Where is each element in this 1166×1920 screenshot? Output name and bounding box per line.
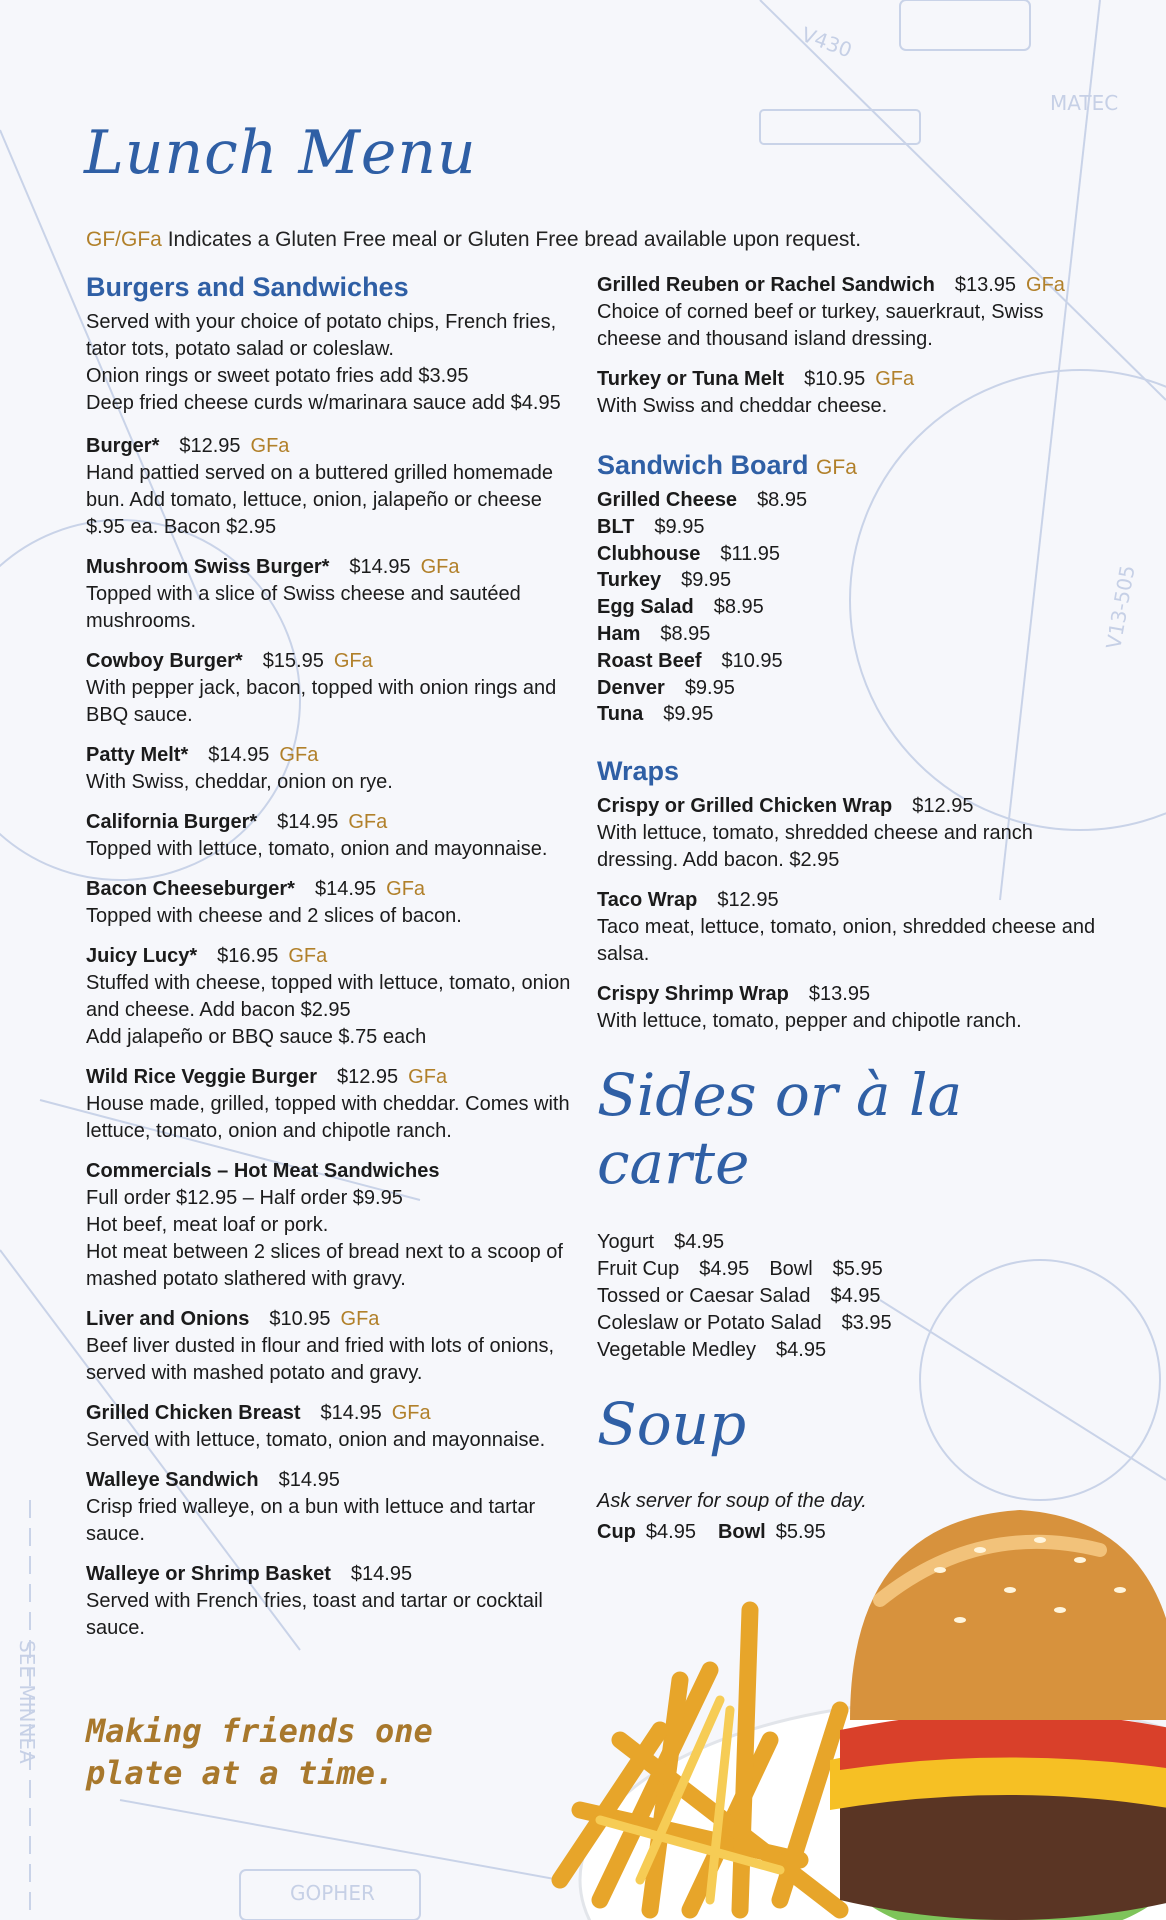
board-row — [597, 487, 1097, 514]
menu-title: Lunch Menu — [84, 118, 477, 188]
item-price: $13.95 — [808, 983, 871, 1006]
item-price: $14.95 — [208, 744, 270, 766]
board-item-name: Clubhouse — [597, 542, 701, 565]
svg-text:SEE MINNEA: SEE MINNEA — [15, 1640, 39, 1764]
item-description: Full order $12.95 – Half order $9.95 — [86, 1187, 403, 1209]
menu-item — [86, 1561, 576, 1642]
board-row — [597, 514, 1097, 541]
item-name: Burger* — [86, 435, 160, 457]
gf-note-text: Indicates a Gluten Free meal or Gluten Free bread available upon request. — [167, 228, 862, 251]
item-name: Patty Melt* — [86, 744, 189, 766]
side-row — [597, 1310, 1097, 1337]
sandwich-board-list — [597, 487, 1097, 728]
side-row — [597, 1229, 1097, 1256]
menu-item — [86, 1064, 576, 1145]
item-name: Commercials – Hot Meat Sandwiches — [86, 1160, 440, 1182]
right-column — [597, 272, 1097, 1544]
side-name: Coleslaw or Potato Salad — [597, 1312, 822, 1335]
svg-text:V430: V430 — [798, 22, 856, 63]
board-item-name: Egg Salad — [597, 596, 694, 619]
board-row — [597, 621, 1097, 648]
board-row — [597, 648, 1097, 675]
wraps-heading: Wraps — [597, 756, 680, 787]
sandwich-board-gf-tag: GFa — [816, 456, 857, 479]
side-price: $3.95 — [841, 1312, 892, 1335]
item-price: $13.95 — [954, 274, 1017, 296]
item-description: Hand pattied served on a buttered grilled homemade bun. Add tomato, lettuce, onion, jalapeño or cheese $.95 ea. Bacon $2.95 — [86, 462, 553, 538]
side-price: $4.95 — [776, 1339, 827, 1362]
side-row — [597, 1256, 1097, 1283]
item-name: Crispy Shrimp Wrap — [597, 983, 789, 1006]
soup-cup-price: $4.95 — [645, 1521, 696, 1544]
item-price: $14.95 — [350, 1563, 413, 1585]
side-name: Tossed or Caesar Salad — [597, 1285, 811, 1308]
item-description: With Swiss and cheddar cheese. — [597, 395, 888, 417]
gf-code: GF/GFa — [86, 228, 162, 251]
board-item-price: $8.95 — [757, 489, 808, 511]
side-price: $4.95 — [699, 1258, 750, 1281]
item-description: Topped with cheese and 2 slices of bacon. — [86, 905, 462, 927]
sides-list — [597, 1229, 1097, 1364]
soup-bowl-label: Bowl — [717, 1521, 766, 1544]
menu-item — [86, 1467, 576, 1548]
menu-item — [86, 876, 576, 930]
board-item-price: $10.95 — [721, 649, 783, 672]
item-gf-tag: GFa — [348, 811, 388, 833]
item-name: Grilled Chicken Breast — [86, 1402, 301, 1424]
board-item-price: $9.95 — [663, 703, 714, 726]
board-item-price: $8.95 — [713, 596, 764, 619]
item-description: With lettuce, tomato, shredded cheese and ranch dressing. Add bacon. $2.95 — [597, 822, 1033, 872]
board-row — [597, 675, 1097, 702]
item-description: Served with lettuce, tomato, onion and mayonnaise. — [86, 1429, 546, 1451]
item-gf-tag: GFa — [1026, 274, 1065, 296]
board-row — [597, 541, 1097, 568]
item-name: Grilled Reuben or Rachel Sandwich — [597, 274, 935, 296]
svg-text:MATEC: MATEC — [1050, 91, 1119, 115]
item-description-extra: Add jalapeño or BBQ sauce $.75 each — [86, 1026, 427, 1048]
item-price: $12.95 — [717, 889, 779, 912]
menu-item — [597, 887, 1097, 968]
item-gf-tag: GFa — [408, 1066, 448, 1088]
board-item-name: Tuna — [597, 703, 644, 726]
item-description: Beef liver dusted in flour and fried with lots of onions, served with mashed potato and gravy. — [86, 1335, 555, 1384]
item-description: Taco meat, lettuce, tomato, onion, shredded cheese and salsa. — [597, 916, 1096, 966]
sandwich-board-title: Sandwich Board — [597, 450, 809, 480]
item-description: Hot beef, meat loaf or pork. — [86, 1214, 329, 1236]
menu-item — [86, 433, 576, 541]
board-item-price: $8.95 — [660, 622, 711, 645]
item-price: $12.95 — [179, 435, 241, 457]
item-description: Hot meat between 2 slices of bread next to a scoop of mashed potato slathered with gravy. — [86, 1241, 563, 1290]
item-gf-tag: GFa — [279, 744, 319, 766]
menu-item — [86, 809, 576, 863]
menu-item — [597, 272, 1097, 353]
menu-item — [86, 1400, 576, 1454]
item-gf-tag: GFa — [333, 650, 373, 672]
item-description: Topped with lettuce, tomato, onion and mayonnaise. — [86, 838, 548, 860]
board-item-name: BLT — [597, 515, 635, 538]
item-description: With pepper jack, bacon, topped with onion rings and BBQ sauce. — [86, 677, 557, 726]
item-description: With Swiss, cheddar, onion on rye. — [86, 771, 393, 793]
item-description: House made, grilled, topped with cheddar. Comes with lettuce, tomato, onion and chipotle ranch. — [86, 1093, 570, 1142]
menu-item — [597, 366, 1097, 420]
intro-line: Onion rings or sweet potato fries add $3.95 — [86, 365, 469, 387]
item-price: $10.95 — [804, 368, 866, 390]
board-row — [597, 594, 1097, 621]
board-item-name: Grilled Cheese — [597, 489, 738, 511]
item-price: $15.95 — [262, 650, 324, 672]
gluten-free-note — [86, 228, 861, 252]
item-price: $16.95 — [217, 945, 279, 967]
item-gf-tag: GFa — [391, 1402, 431, 1424]
item-name: Walleye Sandwich — [86, 1469, 259, 1491]
burgers-intro — [86, 309, 576, 417]
menu-item — [86, 1306, 576, 1387]
item-description: Topped with a slice of Swiss cheese and sautéed mushrooms. — [86, 583, 521, 632]
intro-line: Served with your choice of potato chips, French fries, tator tots, potato salad or coleslaw. — [86, 311, 557, 360]
item-name: Walleye or Shrimp Basket — [86, 1563, 331, 1585]
item-price: $12.95 — [912, 795, 974, 818]
svg-text:GOPHER: GOPHER — [290, 1881, 375, 1905]
item-description: Crisp fried walleye, on a bun with lettuce and tartar sauce. — [86, 1496, 536, 1545]
item-description: Stuffed with cheese, topped with lettuce, tomato, onion and cheese. Add bacon $2.95 — [86, 972, 571, 1021]
board-item-price: $11.95 — [720, 542, 781, 565]
item-gf-tag: GFa — [288, 945, 328, 967]
side-row — [597, 1337, 1097, 1364]
side-name: Fruit Cup — [597, 1258, 680, 1281]
board-item-price: $9.95 — [654, 515, 705, 538]
board-item-price: $9.95 — [684, 676, 735, 699]
board-item-price: $9.95 — [681, 569, 732, 592]
svg-text:V13-505: V13-505 — [1101, 563, 1140, 651]
left-column — [86, 272, 576, 1655]
item-name: Turkey or Tuna Melt — [597, 368, 785, 390]
menu-item — [597, 981, 1097, 1035]
board-row — [597, 701, 1097, 728]
side-name: Vegetable Medley — [597, 1339, 757, 1362]
sides-heading: Sides or à la carte — [597, 1061, 963, 1198]
item-gf-tag: GFa — [340, 1308, 380, 1330]
side-price: $4.95 — [674, 1231, 725, 1254]
item-price: $12.95 — [337, 1066, 399, 1088]
item-description: Choice of corned beef or turkey, sauerkraut, Swiss cheese and thousand island dressing. — [597, 301, 1044, 350]
board-row — [597, 567, 1097, 594]
soup-cup-label: Cup — [597, 1521, 636, 1544]
item-name: Liver and Onions — [86, 1308, 250, 1330]
item-gf-tag: GFa — [420, 556, 460, 578]
menu-item — [86, 554, 576, 635]
soup-bowl-price: $5.95 — [775, 1521, 826, 1544]
item-price: $14.95 — [314, 878, 377, 900]
board-item-name: Denver — [597, 676, 665, 699]
item-gf-tag: GFa — [250, 435, 290, 457]
item-name: Cowboy Burger* — [86, 650, 243, 672]
menu-item — [86, 943, 576, 1051]
item-description: Served with French fries, toast and tartar or cocktail sauce. — [86, 1590, 543, 1639]
side-price: $4.95 — [830, 1285, 881, 1308]
item-price: $14.95 — [320, 1402, 382, 1424]
side-row — [597, 1283, 1097, 1310]
item-gf-tag: GFa — [386, 878, 426, 900]
item-price: $14.95 — [349, 556, 411, 578]
soup-note: Ask server for soup of the day. — [597, 1490, 867, 1513]
item-price: $14.95 — [278, 1469, 340, 1491]
soup-prices — [597, 1521, 1097, 1544]
item-gf-tag: GFa — [875, 368, 915, 390]
item-name: Crispy or Grilled Chicken Wrap — [597, 795, 893, 818]
board-item-name: Turkey — [597, 569, 662, 592]
intro-line: Deep fried cheese curds w/marinara sauce add $4.95 — [86, 392, 561, 414]
item-price: $14.95 — [277, 811, 339, 833]
burgers-heading: Burgers and Sandwiches — [86, 272, 409, 302]
menu-item — [597, 793, 1097, 874]
side-name: Yogurt — [597, 1231, 655, 1254]
side-name-alt: Bowl — [769, 1258, 813, 1281]
tagline: Making friends one plate at a time. — [86, 1712, 433, 1792]
board-item-name: Roast Beef — [597, 649, 702, 672]
board-item-name: Ham — [597, 622, 641, 645]
item-name: Bacon Cheeseburger* — [86, 878, 295, 900]
commercials-item — [86, 1158, 576, 1293]
item-name: California Burger* — [86, 811, 258, 833]
item-price: $10.95 — [269, 1308, 331, 1330]
soup-heading: Soup — [597, 1390, 747, 1459]
sandwich-board-heading — [597, 450, 1097, 481]
item-name: Wild Rice Veggie Burger — [86, 1066, 317, 1088]
item-description: With lettuce, tomato, pepper and chipotle ranch. — [597, 1010, 1022, 1033]
menu-item — [86, 648, 576, 729]
item-name: Mushroom Swiss Burger* — [86, 556, 330, 578]
menu-item — [86, 742, 576, 796]
item-name: Juicy Lucy* — [86, 945, 198, 967]
side-price-alt: $5.95 — [832, 1258, 883, 1281]
item-name: Taco Wrap — [597, 889, 698, 912]
